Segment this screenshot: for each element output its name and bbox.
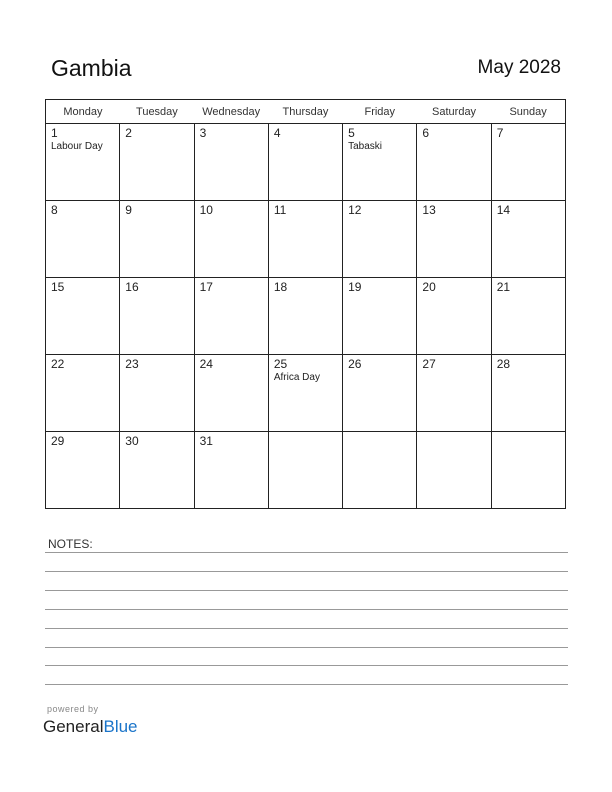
day-cell (120, 124, 194, 201)
day-cell (343, 124, 417, 201)
day-number: 15 (51, 280, 65, 294)
day-number: 22 (51, 357, 65, 371)
day-cell (120, 432, 194, 509)
week-row (46, 278, 566, 355)
weekday-header: Sunday (491, 100, 565, 124)
day-number: 21 (496, 280, 511, 294)
generalblue-logo[interactable] (43, 717, 138, 737)
notes-line (45, 628, 568, 629)
day-number: 3 (199, 126, 207, 140)
day-number: 29 (51, 434, 65, 448)
notes-line (45, 590, 568, 591)
notes-label: NOTES: (48, 537, 93, 551)
country-title: Gambia (51, 55, 132, 81)
day-number: 4 (273, 126, 281, 140)
day-cell (46, 124, 120, 201)
notes-line (45, 571, 568, 572)
day-cell (491, 432, 565, 509)
day-cell (46, 355, 120, 432)
brand-general: General (43, 717, 104, 736)
day-cell (417, 278, 491, 355)
week-row (46, 432, 566, 509)
day-cell (491, 355, 565, 432)
day-number: 27 (422, 357, 436, 371)
day-cell (268, 432, 342, 509)
weekday-header: Friday (343, 100, 417, 124)
day-cell (343, 355, 417, 432)
day-cell (268, 278, 342, 355)
day-number: 7 (496, 126, 504, 140)
calendar-grid (45, 99, 566, 509)
day-cell (417, 124, 491, 201)
weekday-header-row (46, 100, 566, 124)
weekday-header: Saturday (417, 100, 491, 124)
day-cell (268, 201, 342, 278)
day-cell (491, 278, 565, 355)
day-cell (120, 278, 194, 355)
day-cell (194, 278, 268, 355)
day-cell (46, 432, 120, 509)
day-number: 12 (348, 203, 362, 217)
day-number: 14 (496, 203, 511, 217)
day-number: 31 (199, 434, 213, 448)
day-cell (46, 278, 120, 355)
day-number: 30 (125, 434, 139, 448)
day-cell (194, 201, 268, 278)
day-number: 28 (496, 357, 511, 371)
holiday-label: Tabaski (348, 141, 383, 152)
day-number: 9 (125, 203, 132, 217)
day-number: 23 (125, 357, 139, 371)
notes-line (45, 665, 568, 666)
day-cell (491, 124, 565, 201)
day-number: 6 (422, 126, 430, 140)
day-number: 1 (51, 126, 58, 140)
day-number: 16 (125, 280, 139, 294)
notes-line (45, 684, 568, 685)
day-cell (343, 278, 417, 355)
week-row (46, 355, 566, 432)
day-number: 24 (199, 357, 213, 371)
weekday-header: Monday (46, 100, 120, 124)
weekday-header: Thursday (268, 100, 342, 124)
day-cell (491, 201, 565, 278)
day-number: 11 (273, 203, 287, 217)
day-number: 13 (422, 203, 436, 217)
weekday-header: Wednesday (194, 100, 268, 124)
day-cell (417, 201, 491, 278)
day-number: 2 (125, 126, 132, 140)
day-number: 20 (422, 280, 436, 294)
day-cell (194, 355, 268, 432)
day-cell (46, 201, 120, 278)
week-row (46, 124, 566, 201)
day-number: 5 (348, 126, 355, 140)
holiday-label: Labour Day (51, 141, 103, 152)
day-number: 18 (273, 280, 288, 294)
day-cell (268, 355, 342, 432)
day-cell (417, 432, 491, 509)
day-cell (417, 355, 491, 432)
day-number: 25 (273, 357, 288, 371)
day-cell (120, 201, 194, 278)
month-year-title: May 2028 (477, 57, 561, 78)
powered-by-text: powered by (47, 704, 99, 714)
day-cell (120, 355, 194, 432)
day-cell (343, 201, 417, 278)
holiday-label: Africa Day (273, 372, 320, 383)
day-number: 8 (51, 203, 58, 217)
notes-line (45, 609, 568, 610)
day-number: 10 (199, 203, 213, 217)
day-cell (194, 124, 268, 201)
day-cell (343, 432, 417, 509)
notes-line (45, 647, 568, 648)
day-number: 26 (348, 357, 362, 371)
day-cell (268, 124, 342, 201)
day-cell (194, 432, 268, 509)
week-row (46, 201, 566, 278)
day-number: 17 (199, 280, 213, 294)
brand-blue: Blue (103, 717, 138, 736)
day-number: 19 (348, 280, 362, 294)
weekday-header: Tuesday (120, 100, 194, 124)
notes-line (45, 552, 568, 553)
